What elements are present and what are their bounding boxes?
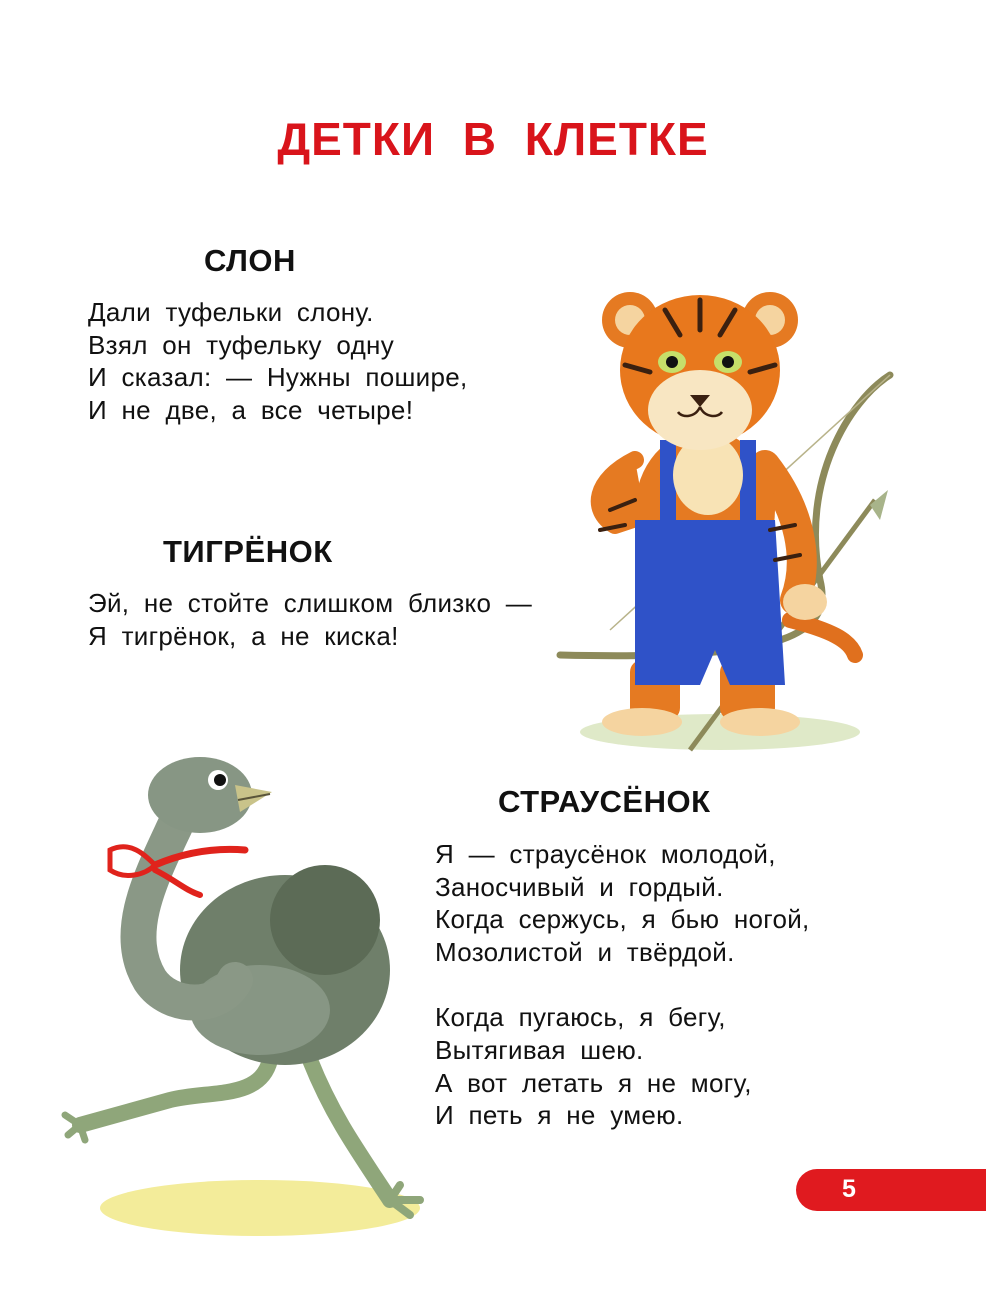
verse-line: И не две, а все четыре! bbox=[88, 394, 414, 425]
verse-line: Вытягивая шею. bbox=[435, 1034, 644, 1065]
verse-line: Заносчивый и гордый. bbox=[435, 871, 724, 902]
verse-line: Я — страусёнок молодой, bbox=[435, 839, 776, 869]
verse-line: Когда сержусь, я бью ногой, bbox=[435, 904, 810, 935]
verse-line: И сказал: — Нужны пошире, bbox=[88, 362, 468, 393]
verse-line: А вот летать я не могу, bbox=[435, 1067, 752, 1098]
stanza-gap bbox=[435, 968, 810, 1001]
verse-line: Когда пугаюсь, я бегу, bbox=[435, 1002, 726, 1033]
poem-title-tigrenok: ТИГРЁНОК bbox=[163, 534, 333, 569]
verse-line: И петь я не умею. bbox=[435, 1100, 684, 1131]
poem-title-strausenok: СТРАУСЁНОК bbox=[498, 784, 711, 819]
verse-line: Дали туфельки слону. bbox=[88, 297, 374, 327]
verse-line: Взял он туфельку одну bbox=[88, 329, 394, 360]
poem-title-slon: СЛОН bbox=[204, 243, 296, 278]
verse-line: Эй, не стойте слишком близко — bbox=[88, 588, 533, 618]
ostrich-chick-illustration bbox=[60, 730, 490, 1240]
page-title: ДЕТКИ В КЛЕТКЕ bbox=[277, 113, 709, 165]
tiger-cub-illustration bbox=[550, 280, 900, 760]
poem-text-strausenok bbox=[435, 838, 810, 1132]
page-number: 5 bbox=[842, 1175, 856, 1203]
poem-text-tigrenok bbox=[88, 587, 532, 652]
verse-line: Я тигрёнок, а не киска! bbox=[88, 620, 399, 651]
verse-line: Мозолистой и твёрдой. bbox=[435, 936, 735, 967]
poem-text-slon bbox=[88, 296, 468, 426]
page-number-badge bbox=[796, 1169, 986, 1211]
